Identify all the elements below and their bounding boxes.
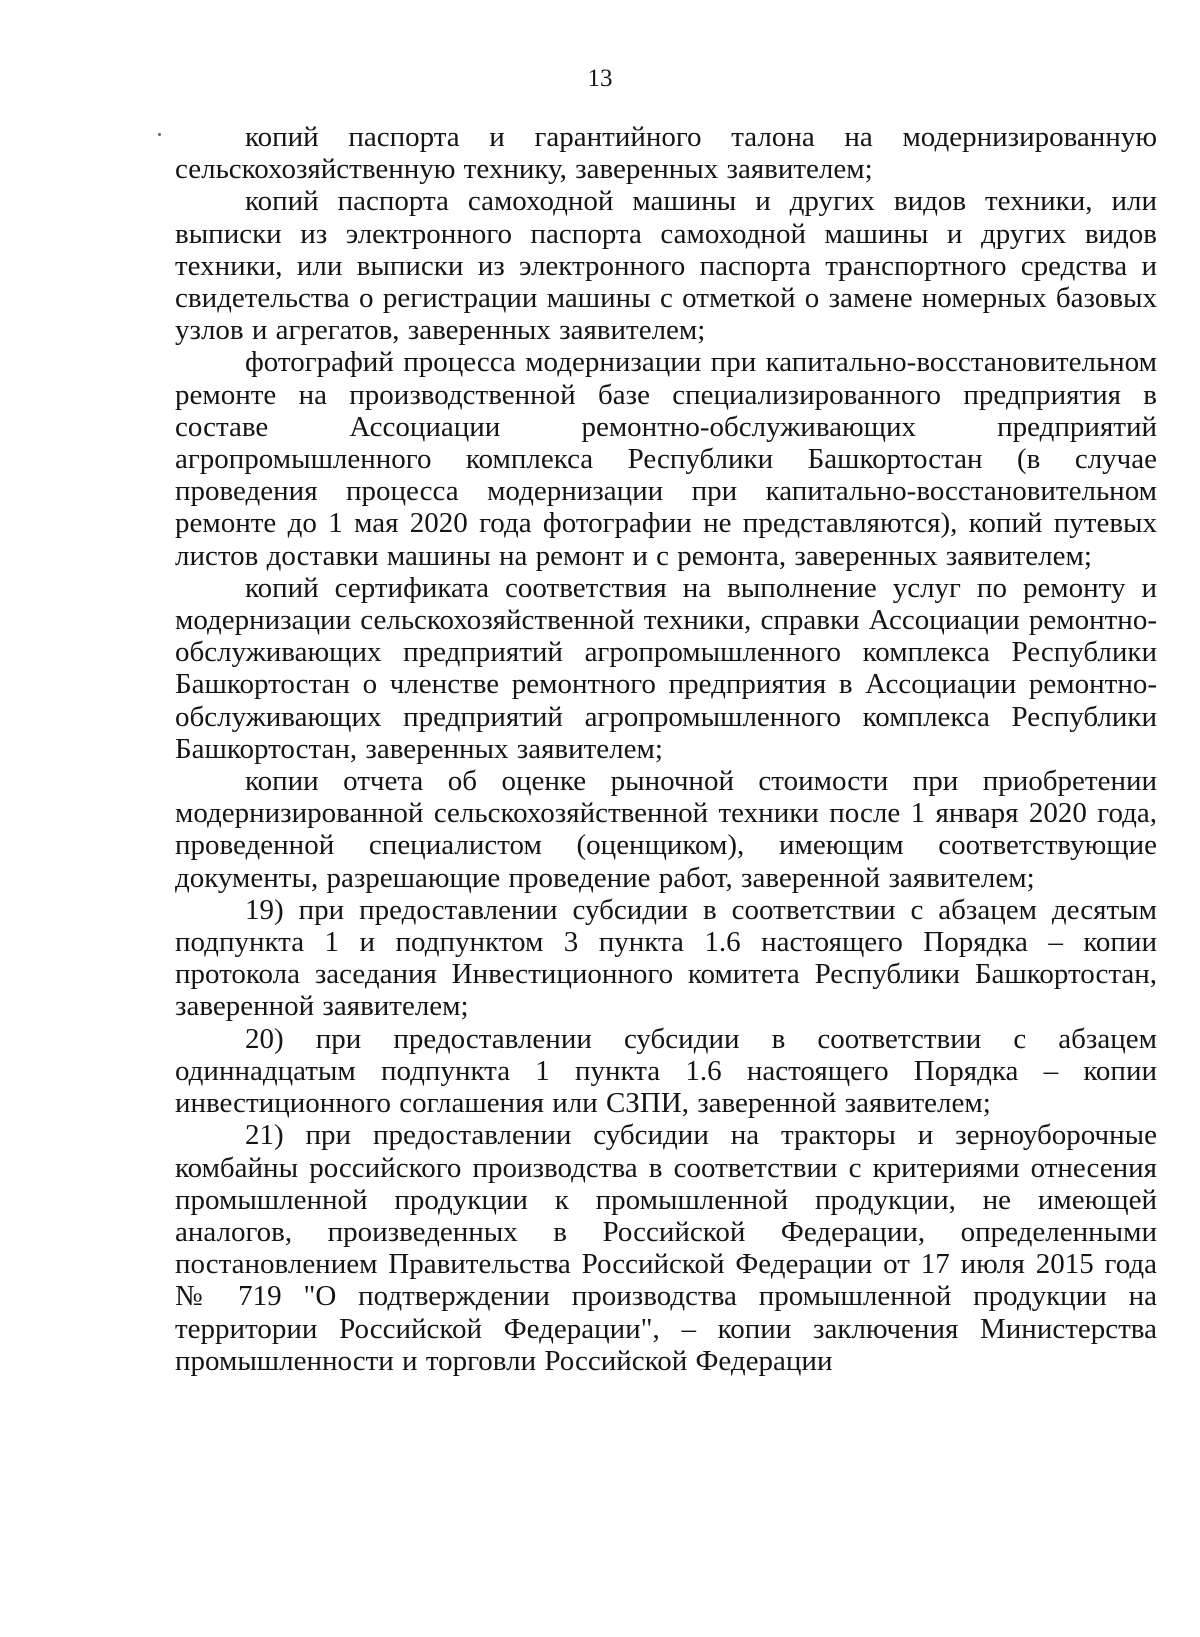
paragraph-item-20: 20) при предоставлении субсидии в соответствии с абзацем одиннадцатым подпункта 1 пункта 1.6 настоящего Порядка – копии инвестиционного соглашения или СЗПИ, заверенной заявителем; <box>175 1022 1157 1120</box>
document-body <box>175 121 1157 1377</box>
paragraph-item-19: 19) при предоставлении субсидии в соответствии с абзацем десятым подпункта 1 и подпунктом 3 пункта 1.6 настоящего Порядка – копии протокола заседания Инвестиционного комитета Республики Башкортостан, заверенной заявителем; <box>175 893 1157 1023</box>
page-number: 13 <box>587 65 613 92</box>
paragraph-item-21: 21) при предоставлении субсидии на тракторы и зерноуборочные комбайны российского производства в соответствии с критериями отнесения промышленной продукции к промышленной продукции, не имеющей аналогов, произведенных в Российской Федерации, определенными постановлением Правительства Российской Федерации от 17 июля 2015 года № 719 "О подтверждении производства промышленной продукции на территории Российской Федерации", – копии заключения Министерства промышленности и торговли Российской Федерации <box>175 1119 1157 1377</box>
paragraph-self-propelled-machine-passport: копий паспорта самоходной машины и других видов техники, или выписки из электронного паспорта самоходной машины и других видов техники, или выписки из электронного паспорта транспортного средства и свидетельства о регистрации машины с отметкой о замене номерных базовых узлов и агрегатов, заверенных заявителем; <box>175 185 1157 347</box>
paragraph-market-value-report: копии отчета об оценке рыночной стоимости при приобретении модернизированной сельскохозяйственной техники после 1 января 2020 года, проведенной специалистом (оценщиком), имеющим соответствующие документы, разрешающие проведение работ, заверенной заявителем; <box>175 765 1157 894</box>
paragraph-passport-warranty-copies: копий паспорта и гарантийного талона на модернизированную сельскохозяйственную технику, заверенных заявителем; <box>175 121 1157 186</box>
scan-speck <box>158 133 161 136</box>
paragraph-modernization-photos: фотографий процесса модернизации при капитально-восстановительном ремонте на производственной базе специализированного предприятия в составе Ассоциации ремонтно-обслуживающих предприятий агропромышленного комплекса Республики Башкортостан (в случае проведения процесса модернизации при капитально-восстановительном ремонте до 1 мая 2020 года фотографии не представляются), копий путевых листов доставки машины на ремонт и с ремонта, заверенных заявителем; <box>175 346 1157 572</box>
paragraph-conformity-certificate: копий сертификата соответствия на выполнение услуг по ремонту и модернизации сельскохозяйственной техники, справки Ассоциации ремонтно-обслуживающих предприятий агропромышленного комплекса Республики Башкортостан о членстве ремонтного предприятия в Ассоциации ремонтно-обслуживающих предприятий агропромышленного комплекса Республики Башкортостан, заверенных заявителем; <box>175 571 1157 765</box>
